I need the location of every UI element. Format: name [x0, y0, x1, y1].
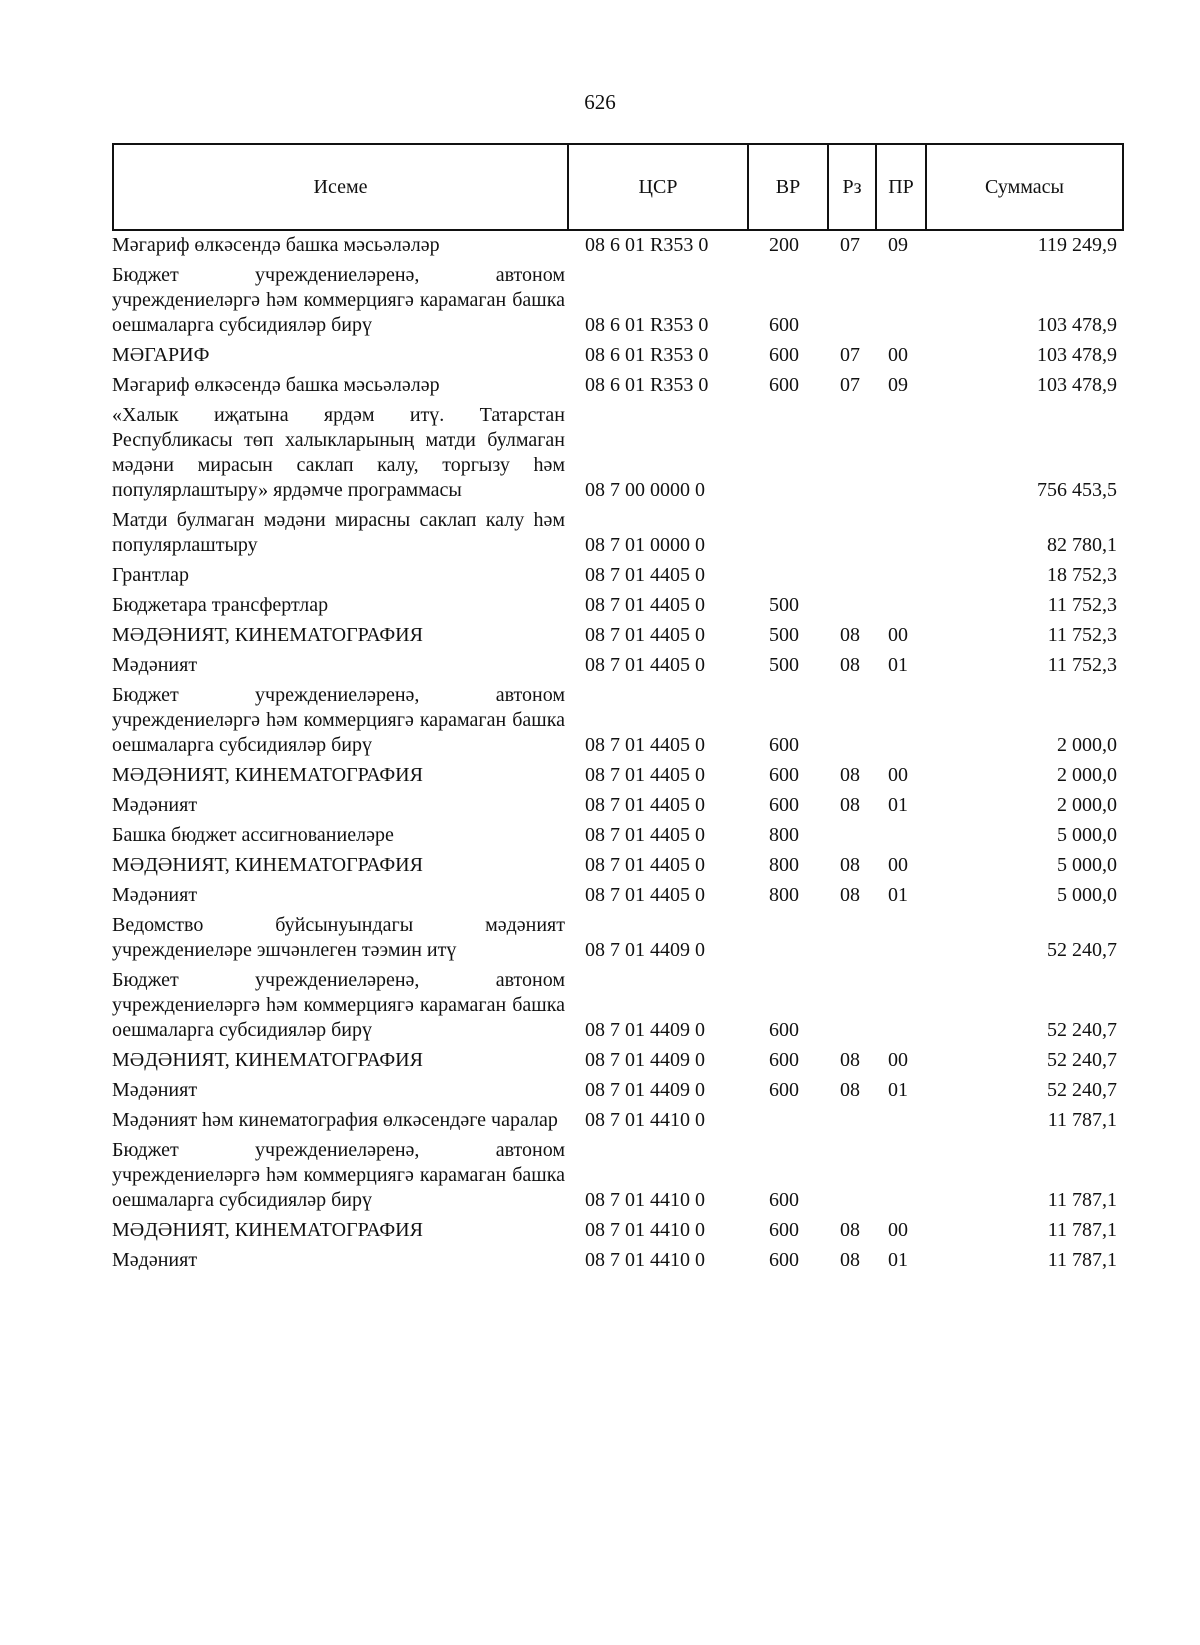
row-pr	[875, 563, 925, 593]
row-csr: 08 7 01 4405 0	[585, 854, 705, 876]
row-name: Мәгариф өлкәсендә башка мәсьәләләр	[112, 374, 440, 396]
row-csr: 08 7 01 4405 0	[585, 824, 705, 846]
row-name: МӘДӘНИЯТ, КИНЕМАТОГРАФИЯ	[112, 854, 423, 876]
row-name: Бюджет учреждениеләренә, автоном учреждениеләргә һәм коммерциягә карамаган башка оешмаларга субсидияләр бирү	[112, 969, 565, 1041]
table-header	[112, 143, 1124, 231]
row-pr	[875, 1108, 925, 1138]
row-name: «Халык иҗатына ярдәм итү. Татарстан Республикасы төп халыкларының матди булмаган мәдәни мирасын саклап калу, торгызу һәм популярлаштыру» ярдәмче программасы	[112, 404, 565, 501]
row-rz: 08	[840, 1079, 860, 1101]
row-rz: 08	[840, 884, 860, 906]
row-csr: 08 7 01 4405 0	[585, 884, 705, 906]
table-row	[112, 508, 1122, 563]
table-row	[112, 1138, 1122, 1218]
row-name: Мәдәният	[112, 654, 198, 676]
row-pr: 00	[888, 624, 908, 646]
row-sum: 11 787,1	[1047, 1219, 1117, 1241]
row-rz: 07	[840, 344, 860, 366]
row-rz	[827, 403, 875, 508]
table-row	[112, 683, 1122, 763]
row-name: Матди булмаган мәдәни мирасны саклап калу һәм популярлаштыру	[112, 509, 565, 556]
row-sum: 5 000,0	[1057, 884, 1117, 906]
row-pr: 01	[888, 1079, 908, 1101]
row-pr: 01	[888, 794, 908, 816]
table-row	[112, 1048, 1122, 1078]
row-rz: 08	[840, 624, 860, 646]
row-csr: 08 7 01 4410 0	[585, 1249, 705, 1271]
row-pr: 01	[888, 654, 908, 676]
row-csr: 08 7 01 4409 0	[585, 939, 705, 961]
row-pr	[875, 683, 925, 763]
row-sum: 2 000,0	[1057, 764, 1117, 786]
row-sum: 11 752,3	[1047, 654, 1117, 676]
table-row	[112, 623, 1122, 653]
row-rz: 07	[840, 234, 860, 256]
row-rz	[827, 823, 875, 853]
row-sum: 5 000,0	[1057, 824, 1117, 846]
row-sum: 11 787,1	[1047, 1109, 1117, 1131]
row-sum: 2 000,0	[1057, 794, 1117, 816]
row-csr: 08 7 01 4409 0	[585, 1079, 705, 1101]
row-csr: 08 7 01 0000 0	[585, 534, 705, 556]
row-pr: 00	[888, 854, 908, 876]
row-rz	[827, 263, 875, 343]
row-pr	[875, 968, 925, 1048]
row-pr: 01	[888, 1249, 908, 1271]
row-csr: 08 7 01 4410 0	[585, 1109, 705, 1131]
row-vr: 600	[769, 1019, 799, 1041]
table-row	[112, 1108, 1122, 1138]
row-vr: 200	[769, 234, 799, 256]
row-csr: 08 6 01 R353 0	[585, 344, 709, 366]
header-sum: Суммасы	[926, 144, 1123, 230]
row-rz	[827, 1108, 875, 1138]
row-vr: 800	[769, 824, 799, 846]
row-csr: 08 6 01 R353 0	[585, 314, 709, 336]
row-sum: 52 240,7	[1047, 1049, 1117, 1071]
row-rz	[827, 913, 875, 968]
row-pr	[875, 593, 925, 623]
table-row	[112, 1218, 1122, 1248]
row-name: Бюджетара трансфертлар	[112, 594, 329, 616]
row-sum: 2 000,0	[1057, 734, 1117, 756]
table-row	[112, 763, 1122, 793]
table-row	[112, 883, 1122, 913]
row-pr: 00	[888, 1049, 908, 1071]
row-vr	[747, 403, 827, 508]
row-pr	[875, 403, 925, 508]
table-body	[112, 233, 1122, 1278]
row-csr: 08 7 01 4405 0	[585, 564, 705, 586]
row-vr: 600	[769, 794, 799, 816]
row-pr: 01	[888, 884, 908, 906]
table-row	[112, 233, 1122, 263]
row-sum: 103 478,9	[1037, 374, 1117, 396]
table-row	[112, 1248, 1122, 1278]
row-rz: 08	[840, 1049, 860, 1071]
row-sum: 82 780,1	[1047, 534, 1117, 556]
row-csr: 08 7 01 4405 0	[585, 654, 705, 676]
table-row	[112, 373, 1122, 403]
row-csr: 08 7 01 4405 0	[585, 734, 705, 756]
row-sum: 11 787,1	[1047, 1189, 1117, 1211]
row-vr: 600	[769, 1189, 799, 1211]
row-csr: 08 6 01 R353 0	[585, 374, 709, 396]
row-name: Бюджет учреждениеләренә, автоном учреждениеләргә һәм коммерциягә карамаган башка оешмаларга субсидияләр бирү	[112, 684, 565, 756]
row-name: МӘДӘНИЯТ, КИНЕМАТОГРАФИЯ	[112, 1219, 423, 1241]
table-row	[112, 343, 1122, 373]
row-rz	[827, 593, 875, 623]
row-csr: 08 7 01 4410 0	[585, 1219, 705, 1241]
header-vr: ВР	[748, 144, 828, 230]
row-name: Мәдәният	[112, 1249, 198, 1271]
row-name: МӘДӘНИЯТ, КИНЕМАТОГРАФИЯ	[112, 764, 423, 786]
table-row	[112, 563, 1122, 593]
row-csr: 08 7 01 4410 0	[585, 1189, 705, 1211]
row-csr: 08 7 01 4409 0	[585, 1019, 705, 1041]
row-vr: 500	[769, 594, 799, 616]
row-sum: 18 752,3	[1047, 564, 1117, 586]
row-csr: 08 7 00 0000 0	[585, 479, 705, 501]
row-vr: 800	[769, 854, 799, 876]
row-vr: 600	[769, 374, 799, 396]
row-sum: 52 240,7	[1047, 1079, 1117, 1101]
row-csr: 08 7 01 4405 0	[585, 594, 705, 616]
row-name: МӘДӘНИЯТ, КИНЕМАТОГРАФИЯ	[112, 624, 423, 646]
row-sum: 11 752,3	[1047, 594, 1117, 616]
row-rz	[827, 968, 875, 1048]
row-pr: 09	[888, 234, 908, 256]
row-csr: 08 7 01 4405 0	[585, 794, 705, 816]
row-name: Мәдәният һәм кинематография өлкәсендәге чаралар	[112, 1109, 558, 1131]
row-csr: 08 7 01 4409 0	[585, 1049, 705, 1071]
row-pr	[875, 508, 925, 563]
row-vr: 600	[769, 344, 799, 366]
row-vr: 600	[769, 1219, 799, 1241]
row-rz	[827, 683, 875, 763]
row-sum: 52 240,7	[1047, 1019, 1117, 1041]
row-name: Мәдәният	[112, 1079, 198, 1101]
table-row	[112, 968, 1122, 1048]
header-csr: ЦСР	[568, 144, 748, 230]
row-vr: 600	[769, 314, 799, 336]
header-pr: ПР	[876, 144, 926, 230]
budget-table	[112, 233, 1122, 1278]
table-row	[112, 403, 1122, 508]
row-csr: 08 7 01 4405 0	[585, 624, 705, 646]
row-vr: 600	[769, 1049, 799, 1071]
row-vr: 600	[769, 764, 799, 786]
row-sum: 5 000,0	[1057, 854, 1117, 876]
row-rz	[827, 1138, 875, 1218]
row-name: Бюджет учреждениеләренә, автоном учреждениеләргә һәм коммерциягә карамаган башка оешмаларга субсидияләр бирү	[112, 1139, 565, 1211]
row-rz: 08	[840, 1249, 860, 1271]
table-row	[112, 1078, 1122, 1108]
row-name: Ведомство буйсынуындагы мәдәният учреждениеләре эшчәнлеген тәэмин итү	[112, 914, 565, 961]
row-rz	[827, 508, 875, 563]
row-name: МӘГАРИФ	[112, 344, 210, 366]
row-vr: 600	[769, 734, 799, 756]
table-row	[112, 653, 1122, 683]
table-row	[112, 263, 1122, 343]
header-rz: Рз	[828, 144, 876, 230]
table-row	[112, 793, 1122, 823]
row-vr: 500	[769, 624, 799, 646]
table-row	[112, 853, 1122, 883]
row-name: Башка бюджет ассигнованиеләре	[112, 824, 394, 846]
row-name: Бюджет учреждениеләренә, автоном учреждениеләргә һәм коммерциягә карамаган башка оешмаларга субсидияләр бирү	[112, 264, 565, 336]
row-rz: 07	[840, 374, 860, 396]
row-csr: 08 7 01 4405 0	[585, 764, 705, 786]
row-vr	[747, 508, 827, 563]
row-vr: 600	[769, 1079, 799, 1101]
row-pr: 00	[888, 344, 908, 366]
row-name: Мәдәният	[112, 884, 198, 906]
row-rz: 08	[840, 764, 860, 786]
row-rz: 08	[840, 794, 860, 816]
row-sum: 756 453,5	[1037, 479, 1117, 501]
row-pr	[875, 823, 925, 853]
row-sum: 103 478,9	[1037, 314, 1117, 336]
row-pr: 09	[888, 374, 908, 396]
row-name: Грантлар	[112, 564, 189, 586]
table-row	[112, 823, 1122, 853]
row-rz: 08	[840, 854, 860, 876]
row-name: Мәгариф өлкәсендә башка мәсьәләләр	[112, 234, 440, 256]
page-number: 626	[584, 90, 616, 114]
row-sum: 11 752,3	[1047, 624, 1117, 646]
row-vr	[747, 563, 827, 593]
row-pr: 00	[888, 1219, 908, 1241]
row-sum: 52 240,7	[1047, 939, 1117, 961]
row-name: МӘДӘНИЯТ, КИНЕМАТОГРАФИЯ	[112, 1049, 423, 1071]
row-vr: 800	[769, 884, 799, 906]
row-sum: 103 478,9	[1037, 344, 1117, 366]
row-pr: 00	[888, 764, 908, 786]
row-csr: 08 6 01 R353 0	[585, 234, 709, 256]
row-vr	[747, 913, 827, 968]
row-rz: 08	[840, 1219, 860, 1241]
row-vr	[747, 1108, 827, 1138]
row-name: Мәдәният	[112, 794, 198, 816]
header-name: Исеме	[113, 144, 568, 230]
row-sum: 119 249,9	[1037, 234, 1117, 256]
row-rz: 08	[840, 654, 860, 676]
row-pr	[875, 1138, 925, 1218]
row-pr	[875, 263, 925, 343]
row-sum: 11 787,1	[1047, 1249, 1117, 1271]
table-row	[112, 593, 1122, 623]
row-pr	[875, 913, 925, 968]
row-vr: 500	[769, 654, 799, 676]
row-vr: 600	[769, 1249, 799, 1271]
row-rz	[827, 563, 875, 593]
table-row	[112, 913, 1122, 968]
